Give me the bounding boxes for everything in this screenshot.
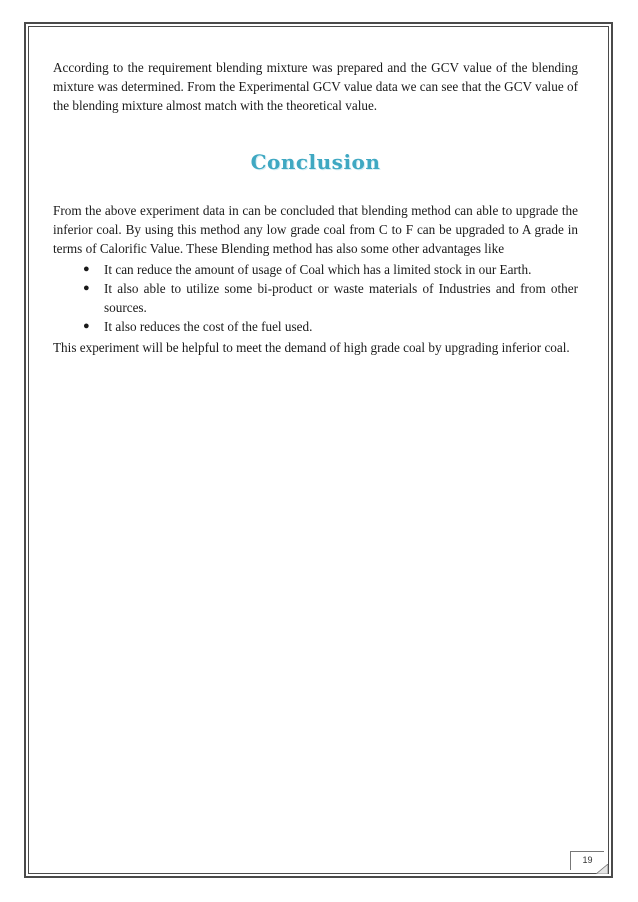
page-number: 19 — [570, 851, 604, 870]
list-item — [53, 260, 578, 279]
bullet-icon: ● — [83, 282, 90, 294]
list-item-text: It can reduce the amount of usage of Coal which has a limited stock in our Earth. — [104, 262, 532, 277]
closing-paragraph: This experiment will be helpful to meet the demand of high grade coal by upgrading inferior coal. — [53, 340, 570, 355]
conclusion-paragraph: From the above experiment data in can be concluded that blending method can able to upgrade the inferior coal. By using this method any low grade coal from C to F can be upgraded to A grade in terms of Calorific Value. These Blending method has also some other advantages like — [53, 203, 578, 256]
section-heading — [53, 141, 578, 201]
list-item — [53, 317, 578, 336]
intro-paragraph: According to the requirement blending mixture was prepared and the GCV value of the blending mixture was determined. From the Experimental GCV value data we can see that the GCV value of the blending mixture almost match with the theoretical value. — [53, 60, 578, 113]
section-heading-text: Conclusion — [250, 150, 381, 174]
page-content — [53, 58, 578, 357]
advantages-list — [53, 260, 578, 336]
list-item-text: It also able to utilize some bi-product or waste materials of Industries and from other sources. — [104, 281, 578, 315]
list-item — [53, 279, 578, 317]
bullet-icon: ● — [83, 320, 90, 332]
page-curl-icon — [596, 864, 608, 874]
list-item-text: It also reduces the cost of the fuel used. — [104, 319, 313, 334]
bullet-icon: ● — [83, 263, 90, 275]
